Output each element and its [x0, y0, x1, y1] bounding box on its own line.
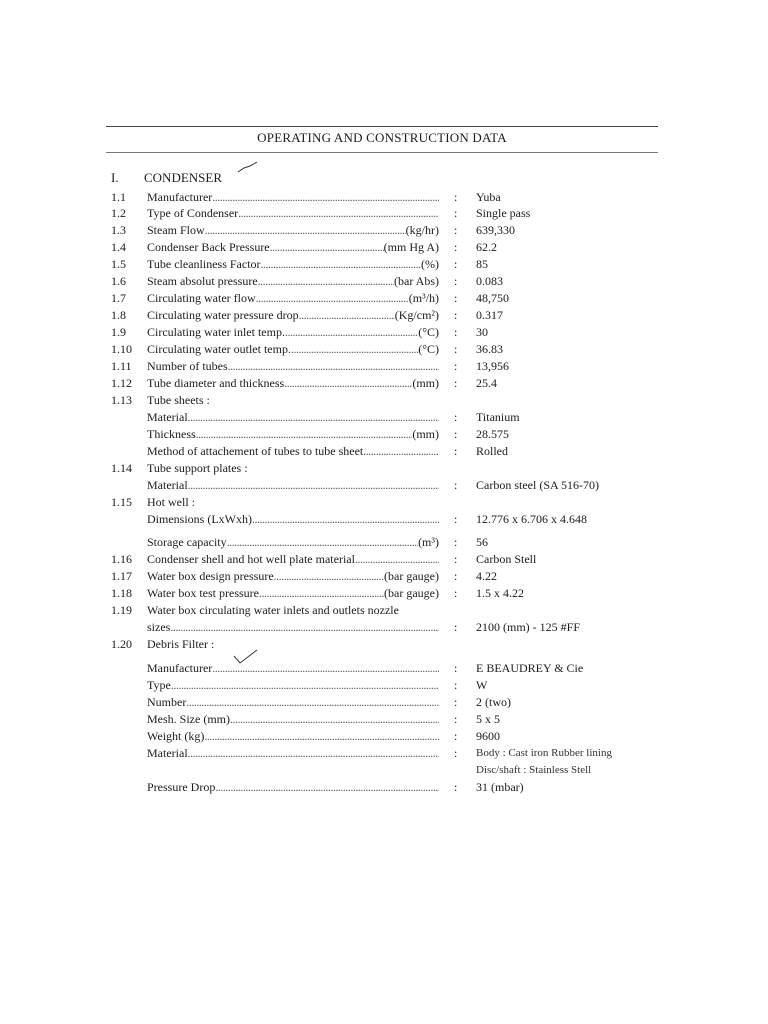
row-label: [147, 205, 439, 221]
leader-dots: [355, 551, 439, 567]
row-separator: :: [454, 478, 458, 492]
table-row: [0, 307, 768, 323]
row-value: 36.83: [476, 342, 503, 356]
row-separator: :: [454, 695, 458, 709]
row-value: 2 (two): [476, 695, 511, 709]
row-label-text: Tube sheets :: [147, 393, 210, 407]
row-unit: (bar Abs): [394, 274, 439, 288]
table-row: [0, 677, 768, 693]
row-value: 30: [476, 325, 488, 339]
table-row: [0, 222, 768, 238]
row-number: 1.18: [111, 586, 132, 600]
row-unit: (%): [421, 257, 439, 271]
row-number: 1.14: [111, 461, 132, 475]
row-label-text: Debris Filter :: [147, 637, 215, 651]
row-number: 1.6: [111, 274, 126, 288]
row-label: [147, 602, 439, 618]
leader-dots: [299, 307, 395, 323]
row-separator: :: [454, 661, 458, 675]
row-separator: :: [454, 427, 458, 441]
table-row: [0, 324, 768, 340]
row-label-text: Circulating water flow: [147, 291, 256, 305]
leader-dots: [284, 375, 412, 391]
row-label: [147, 711, 439, 727]
row-label: [147, 511, 439, 527]
row-label-text: Type: [147, 678, 171, 692]
row-label: [147, 256, 439, 272]
row-value: Carbon Stell: [476, 552, 537, 566]
row-number: 1.15: [111, 495, 132, 509]
page-title: OPERATING AND CONSTRUCTION DATA: [257, 130, 507, 145]
section-header: [0, 170, 768, 186]
leader-dots: [186, 694, 439, 710]
row-number: 1.4: [111, 240, 126, 254]
table-row: [0, 205, 768, 221]
row-value: 2100 (mm) - 125 #FF: [476, 620, 581, 634]
row-number: 1.16: [111, 552, 132, 566]
row-label-text: Tube diameter and thickness: [147, 376, 285, 390]
section-number: I.: [111, 170, 119, 185]
leader-dots: [285, 324, 418, 340]
row-label-text: Circulating water inlet temp.: [147, 325, 285, 339]
row-label: [147, 239, 439, 255]
row-separator: :: [454, 512, 458, 526]
leader-dots: [252, 511, 439, 527]
row-value: Disc/shaft : Stainless Stell: [476, 764, 592, 776]
row-separator: :: [454, 620, 458, 634]
row-separator: :: [454, 729, 458, 743]
row-separator: :: [454, 206, 458, 220]
row-label-text: Material: [147, 746, 188, 760]
row-value: W: [476, 678, 488, 692]
row-label-text: Storage capacity: [147, 535, 227, 549]
row-number: 1.19: [111, 603, 132, 617]
row-label-text: Weight (kg): [147, 729, 205, 743]
row-separator: :: [454, 712, 458, 726]
table-row: [0, 256, 768, 272]
row-separator: :: [454, 190, 458, 204]
row-separator: :: [454, 342, 458, 356]
row-number: 1.13: [111, 393, 132, 407]
leader-dots: [256, 290, 409, 306]
row-separator: :: [454, 257, 458, 271]
row-value: 0.317: [476, 308, 503, 322]
row-label: [147, 585, 439, 601]
row-separator: :: [454, 223, 458, 237]
row-separator: :: [454, 586, 458, 600]
row-separator: :: [454, 325, 458, 339]
row-value: 48,750: [476, 291, 509, 305]
row-label: [147, 375, 439, 391]
row-separator: :: [454, 535, 458, 549]
row-label-text: Manufacturer: [147, 190, 213, 204]
row-label-text: Mesh. Size (mm): [147, 712, 230, 726]
row-unit: (m³): [418, 535, 439, 549]
row-value: 25.4: [476, 376, 497, 390]
table-row: [0, 711, 768, 727]
row-label: [147, 358, 439, 374]
leader-dots: [259, 585, 384, 601]
row-unit: (bar gauge): [384, 586, 439, 600]
row-label: [147, 324, 439, 340]
row-number: 1.7: [111, 291, 126, 305]
row-label-text: Hot well :: [147, 495, 195, 509]
row-label-text: Water box design pressure: [147, 569, 274, 583]
table-row: [0, 392, 768, 408]
table-row: [0, 568, 768, 584]
row-unit: (bar gauge): [384, 569, 439, 583]
row-value: 5 x 5: [476, 712, 500, 726]
leader-dots: [230, 711, 439, 727]
row-number: 1.20: [111, 637, 132, 651]
row-unit: (kg/hr): [405, 223, 439, 237]
leader-dots: [212, 189, 439, 205]
table-row: [0, 636, 768, 652]
row-value: 0.083: [476, 274, 503, 288]
table-row: [0, 358, 768, 374]
row-label: [147, 290, 439, 306]
row-value: Yuba: [476, 190, 501, 204]
leader-dots: [205, 222, 406, 238]
row-value: 13,956: [476, 359, 509, 373]
row-label: [147, 307, 439, 323]
leader-dots: [228, 358, 439, 374]
row-separator: :: [454, 678, 458, 692]
row-label-text: Number: [147, 695, 187, 709]
row-label-text: Thickness: [147, 427, 196, 441]
row-separator: :: [454, 780, 458, 794]
table-row: [0, 694, 768, 710]
table-row: [0, 443, 768, 459]
row-label: [147, 728, 439, 744]
row-label: [147, 551, 439, 567]
row-label: [147, 273, 439, 289]
row-label: [147, 341, 439, 357]
row-value: Rolled: [476, 444, 508, 458]
row-label-text: Dimensions (LxWxh): [147, 512, 252, 526]
handwritten-tick-mark: [236, 160, 260, 176]
row-label-text: Pressure Drop: [147, 780, 216, 794]
row-label-text: Water box circulating water inlets and outlets nozzle: [147, 603, 399, 617]
table-row: [0, 585, 768, 601]
row-value: Body : Cast iron Rubber lining: [476, 747, 612, 759]
table-row: [0, 728, 768, 744]
row-value: 31 (mbar): [476, 780, 524, 794]
row-label-text: Manufacturer: [147, 661, 213, 675]
row-label-text: Type of Condenser: [147, 206, 239, 220]
row-label: [147, 568, 439, 584]
row-number: 1.17: [111, 569, 132, 583]
table-row: [0, 779, 768, 795]
row-value: 28.575: [476, 427, 509, 441]
row-separator: :: [454, 308, 458, 322]
table-row: [0, 375, 768, 391]
row-label: [147, 694, 439, 710]
row-label-text: Steam absolut pressure: [147, 274, 258, 288]
row-label: [147, 477, 439, 493]
row-number: 1.2: [111, 206, 126, 220]
table-row: [0, 660, 768, 676]
leader-dots: [270, 239, 384, 255]
row-label: [147, 636, 439, 652]
row-number: 1.3: [111, 223, 126, 237]
row-value: Titanium: [476, 410, 520, 424]
leader-dots: [170, 619, 439, 635]
table-row: [0, 494, 768, 510]
row-label-text: Water box test pressure: [147, 586, 259, 600]
section-label: CONDENSER: [144, 170, 223, 185]
table-row: [0, 551, 768, 567]
row-separator: :: [454, 359, 458, 373]
row-separator: :: [454, 444, 458, 458]
row-label-text: Condenser shell and hot well plate material: [147, 552, 355, 566]
row-unit: (°C): [418, 325, 439, 339]
table-row: [0, 239, 768, 255]
leader-dots: [258, 273, 394, 289]
row-value: E BEAUDREY & Cie: [476, 661, 584, 675]
title-underline: [106, 152, 658, 153]
leader-dots: [261, 256, 421, 272]
row-separator: :: [454, 746, 458, 760]
row-label: [147, 189, 439, 205]
row-number: 1.12: [111, 376, 132, 390]
leader-dots: [363, 443, 439, 459]
row-unit: (mm): [412, 376, 439, 390]
row-value: 62.2: [476, 240, 497, 254]
row-value: 1.5 x 4.22: [476, 586, 524, 600]
row-label-text: Material: [147, 410, 188, 424]
row-value: 56: [476, 535, 488, 549]
table-row: [0, 534, 768, 550]
table-row: [0, 460, 768, 476]
row-label: [147, 443, 439, 459]
leader-dots: [215, 779, 439, 795]
row-separator: :: [454, 291, 458, 305]
table-row: [0, 619, 768, 635]
leader-dots: [274, 568, 384, 584]
table-row: [0, 745, 768, 761]
row-label-text: Steam Flow: [147, 223, 205, 237]
table-row: [0, 290, 768, 306]
table-row: [0, 273, 768, 289]
row-label-text: Tube cleanliness Factor: [147, 257, 261, 271]
row-value: 4.22: [476, 569, 497, 583]
row-separator: :: [454, 552, 458, 566]
row-label-text: sizes: [147, 620, 171, 634]
table-row: [0, 762, 768, 778]
row-label: [147, 534, 439, 550]
leader-dots: [238, 205, 439, 221]
row-label-text: Circulating water pressure drop: [147, 308, 299, 322]
row-label-text: Condenser Back Pressure: [147, 240, 270, 254]
row-label-text: Material: [147, 478, 188, 492]
row-label: [147, 392, 439, 408]
leader-dots: [291, 341, 418, 357]
row-number: 1.10: [111, 342, 132, 356]
row-number: 1.5: [111, 257, 126, 271]
row-label-text: Number of tubes: [147, 359, 228, 373]
row-value: 9600: [476, 729, 500, 743]
row-label: [147, 494, 439, 510]
row-label: [147, 409, 439, 425]
table-row: [0, 409, 768, 425]
row-separator: :: [454, 376, 458, 390]
table-row: [0, 511, 768, 527]
row-unit: (mm Hg A): [383, 240, 439, 254]
row-label: [147, 677, 439, 693]
row-unit: (m³/h): [408, 291, 439, 305]
row-label: [147, 460, 439, 476]
row-unit: (°C): [418, 342, 439, 356]
row-unit: (Kg/cm²): [394, 308, 439, 322]
row-number: 1.1: [111, 190, 126, 204]
row-number: 1.8: [111, 308, 126, 322]
row-label-text: Circulating water outlet temp.: [147, 342, 291, 356]
leader-dots: [188, 477, 439, 493]
leader-dots: [188, 745, 439, 761]
row-unit: (mm): [412, 427, 439, 441]
row-separator: :: [454, 274, 458, 288]
row-label: [147, 745, 439, 761]
row-separator: :: [454, 410, 458, 424]
row-value: Single pass: [476, 206, 531, 220]
leader-dots: [188, 409, 439, 425]
row-value: 85: [476, 257, 488, 271]
row-label: [147, 779, 439, 795]
leader-dots: [227, 534, 418, 550]
leader-dots: [212, 660, 439, 676]
row-number: 1.9: [111, 325, 126, 339]
row-label: [147, 619, 439, 635]
row-separator: :: [454, 240, 458, 254]
row-label: [147, 426, 439, 442]
top-rule: [106, 126, 658, 127]
table-row: [0, 477, 768, 493]
table-row: [0, 426, 768, 442]
table-row: [0, 341, 768, 357]
row-value: 12.776 x 6.706 x 4.648: [476, 512, 587, 526]
row-value: 639,330: [476, 223, 515, 237]
row-label: [147, 222, 439, 238]
leader-dots: [171, 677, 439, 693]
table-row: [0, 602, 768, 618]
row-label: [147, 660, 439, 676]
row-value: Carbon steel (SA 516-70): [476, 478, 599, 492]
row-label-text: Method of attachement of tubes to tube sheet: [147, 444, 364, 458]
row-number: 1.11: [111, 359, 132, 373]
leader-dots: [196, 426, 413, 442]
row-separator: :: [454, 569, 458, 583]
leader-dots: [204, 728, 439, 744]
row-label-text: Tube support plates :: [147, 461, 248, 475]
table-row: [0, 189, 768, 205]
